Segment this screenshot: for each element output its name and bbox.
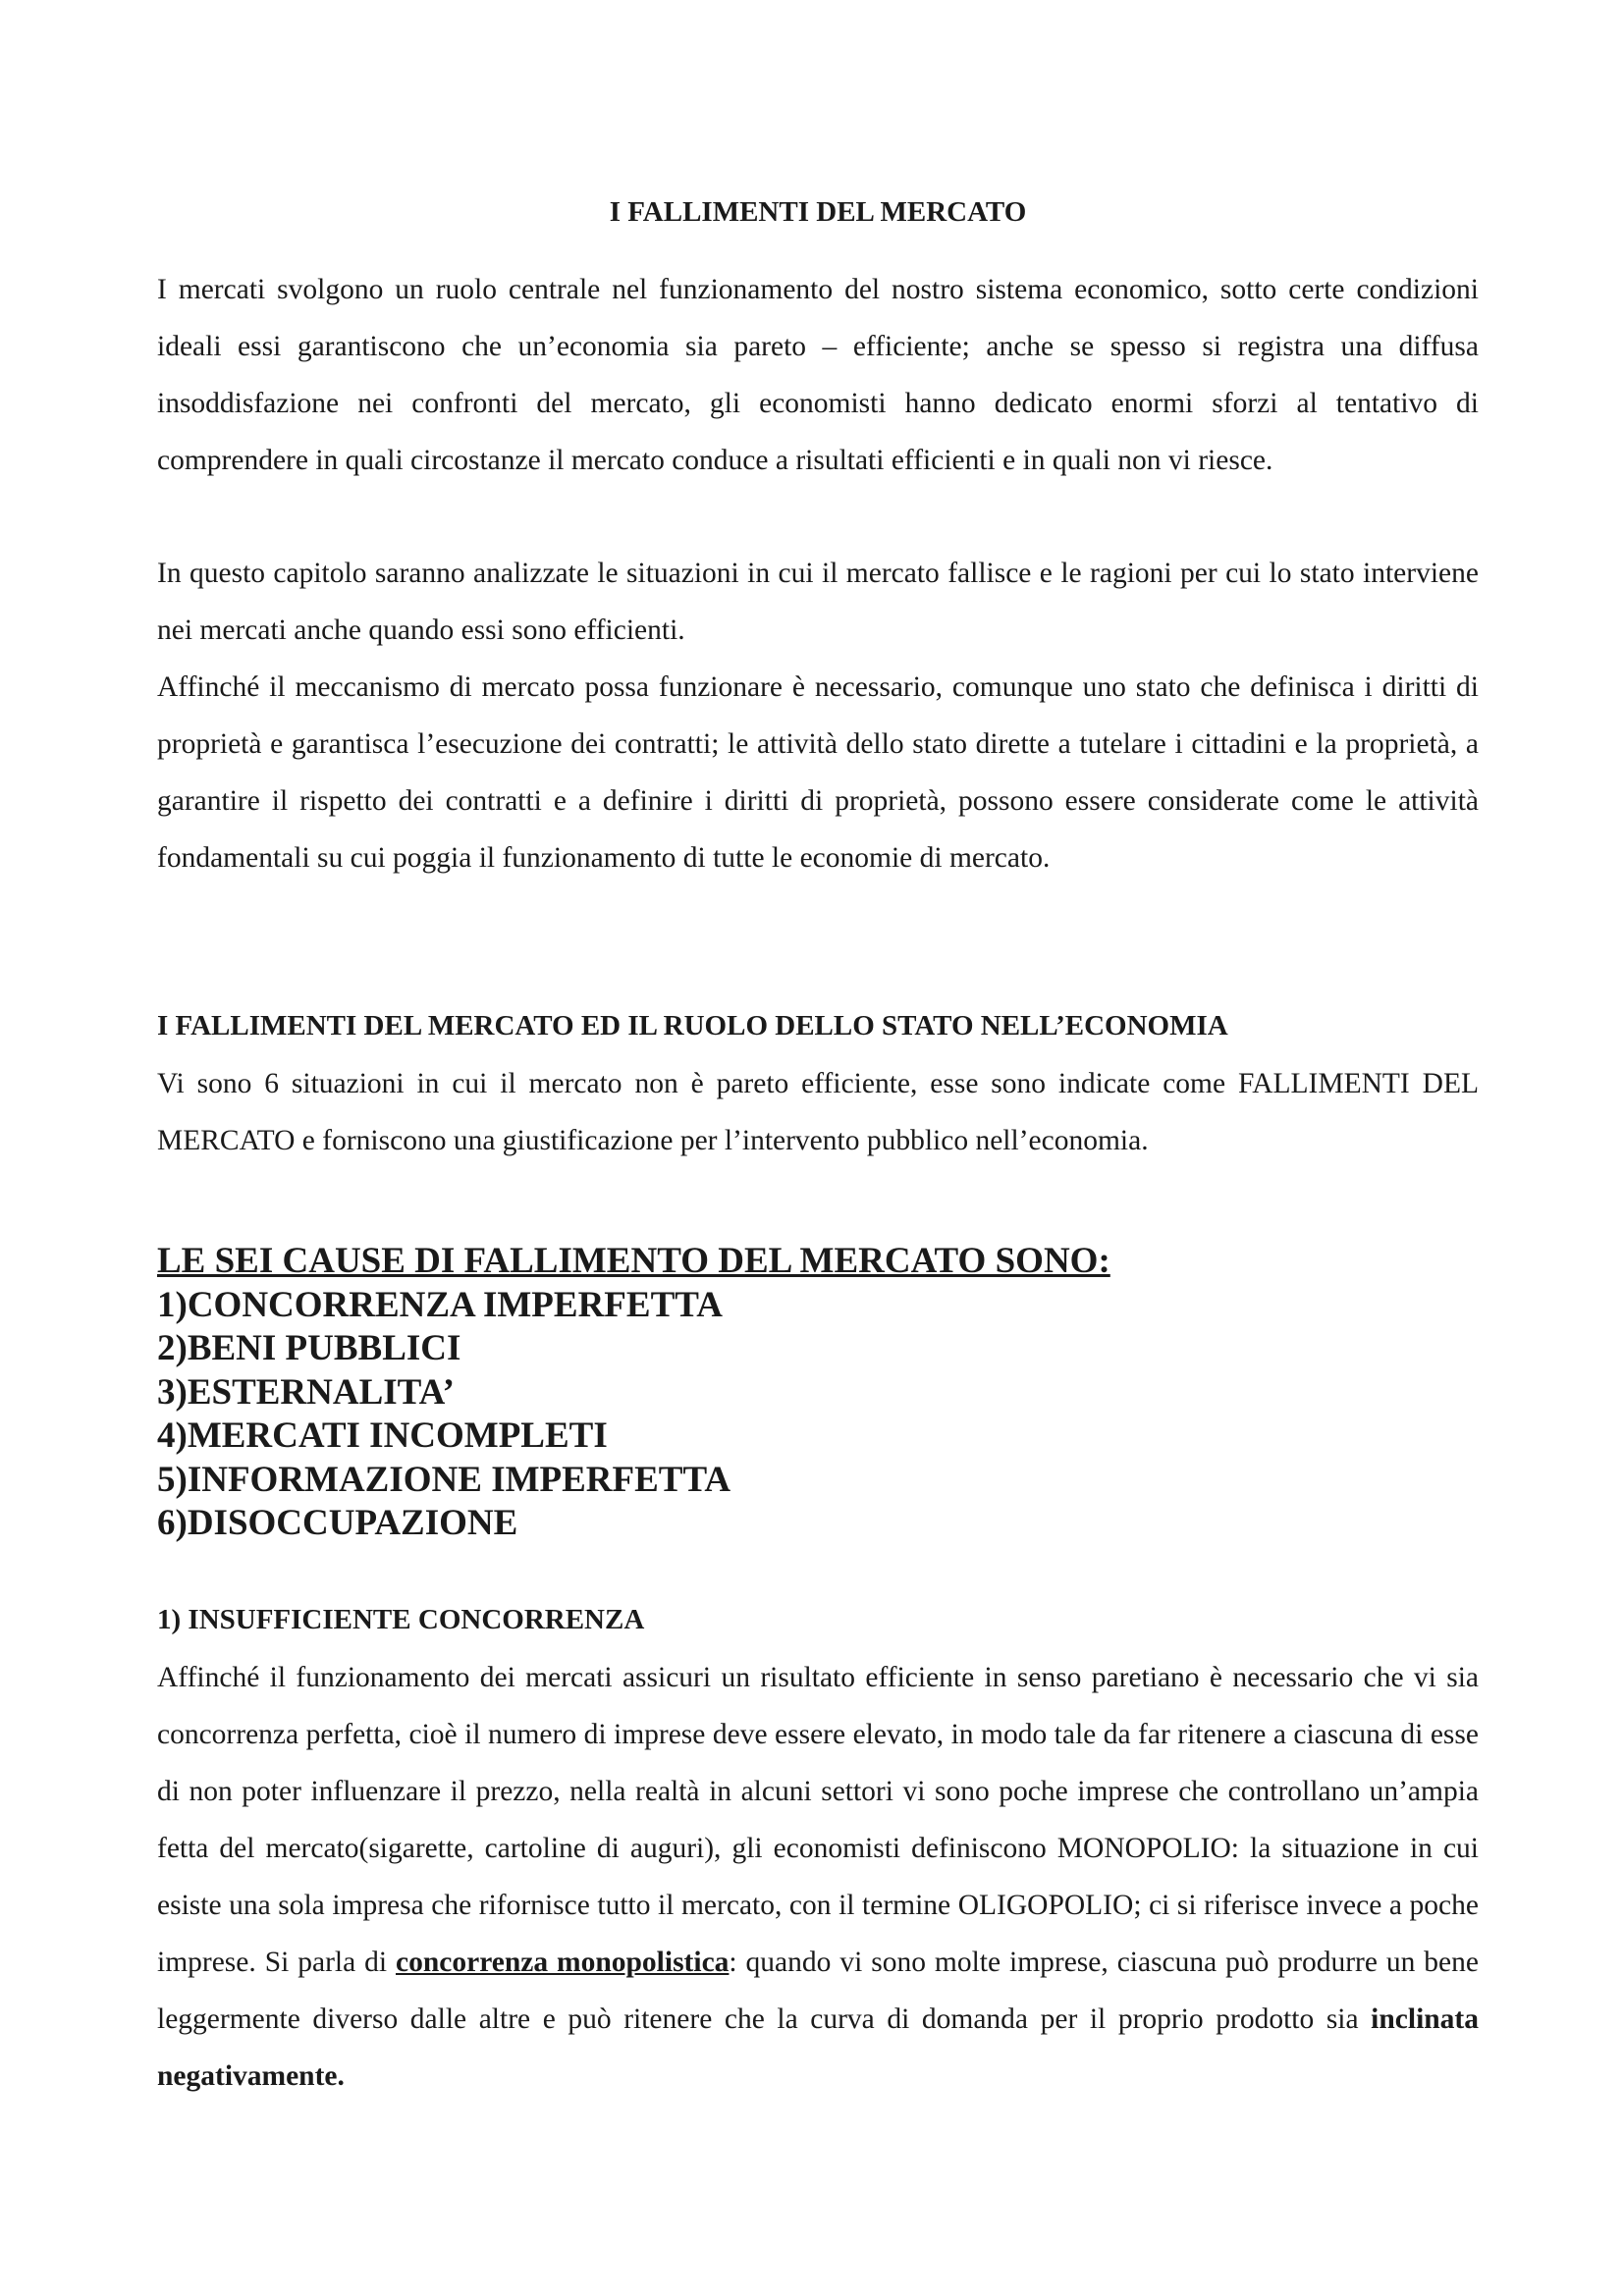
causes-list	[157, 1240, 1479, 1546]
causes-list-heading: LE SEI CAUSE DI FALLIMENTO DEL MERCATO SONO:	[157, 1241, 1110, 1281]
intro-paragraph-2: In questo capitolo saranno analizzate le situazioni in cui il mercato fallisce e le ragioni per cui lo stato interviene nei mercati anche quando essi sono efficienti.	[157, 558, 1479, 646]
emphasis-term-monopolistic-competition: concorrenza monopolistica	[396, 1947, 730, 1978]
section-paragraph-six-situations: Vi sono 6 situazioni in cui il mercato non è pareto efficiente, esse sono indicate come FALLIMENTI DEL MERCATO e forniscono una giustificazione per l’intervento pubblico nell’economia.	[157, 1068, 1479, 1156]
cause-item-2: 2)BENI PUBBLICI	[157, 1328, 461, 1368]
section-heading-market-failures: I FALLIMENTI DEL MERCATO ED IL RUOLO DELLO STATO NELL’ECONOMIA	[157, 1010, 1228, 1041]
cause-item-6: 6)DISOCCUPAZIONE	[157, 1503, 518, 1543]
competition-text-part1: Affinché il funzionamento dei mercati assicuri un risultato efficiente in senso paretiano è necessario che vi sia concorrenza perfetta, cioè il numero di imprese deve essere elevato, in modo tale da far ritenere a ciascuna di esse di non poter influenzare il prezzo, nella realtà in alcuni settori vi sono poche imprese che controllano un’ampia fetta del mercato(sigarette, cartoline di auguri), gli economisti definiscono MONOPOLIO: la situazione in cui esiste una sola impresa che rifornisce tutto il mercato, con il termine OLIGOPOLIO; ci si riferisce invece a poche imprese. Si parla di	[157, 1662, 1479, 1978]
intro-paragraph-1: I mercati svolgono un ruolo centrale nel funzionamento del nostro sistema economico, sotto certe condizioni ideali essi garantiscono che un’economia sia pareto – efficiente; anche se spesso si registra una diffusa insoddisfazione nei confronti del mercato, gli economisti hanno dedicato enormi sforzi al tentativo di comprendere in quali circostanze il mercato conduce a risultati efficienti e in quali non vi riesce.	[157, 274, 1479, 476]
intro-paragraph-3: Affinché il meccanismo di mercato possa funzionare è necessario, comunque uno stato che definisca i diritti di proprietà e garantisca l’esecuzione dei contratti; le attività dello stato dirette a tutelare i cittadini e la proprietà, a garantire il rispetto dei contratti e a definire i diritti di proprietà, possono essere considerate come le attività fondamentali su cui poggia il funzionamento di tutte le economie di mercato.	[157, 671, 1479, 874]
cause-item-3: 3)ESTERNALITA’	[157, 1371, 455, 1413]
section-heading-insufficient-competition: 1) INSUFFICIENTE CONCORRENZA	[157, 1604, 645, 1635]
page-title: I FALLIMENTI DEL MERCATO	[609, 196, 1027, 228]
section-paragraph-competition	[157, 1649, 1479, 2105]
competition-text-bold-end: inclinata negativamente.	[157, 2003, 1479, 2092]
cause-item-4: 4)MERCATI INCOMPLETI	[157, 1415, 608, 1456]
cause-item-1: 1)CONCORRENZA IMPERFETTA	[157, 1284, 723, 1325]
cause-item-5: 5)INFORMAZIONE IMPERFETTA	[157, 1459, 731, 1500]
competition-text-part2: : quando vi sono molte imprese, ciascuna può produrre un bene leggermente diverso dalle altre e può ritenere che la curva di domanda per il proprio prodotto sia	[157, 1947, 1479, 2035]
